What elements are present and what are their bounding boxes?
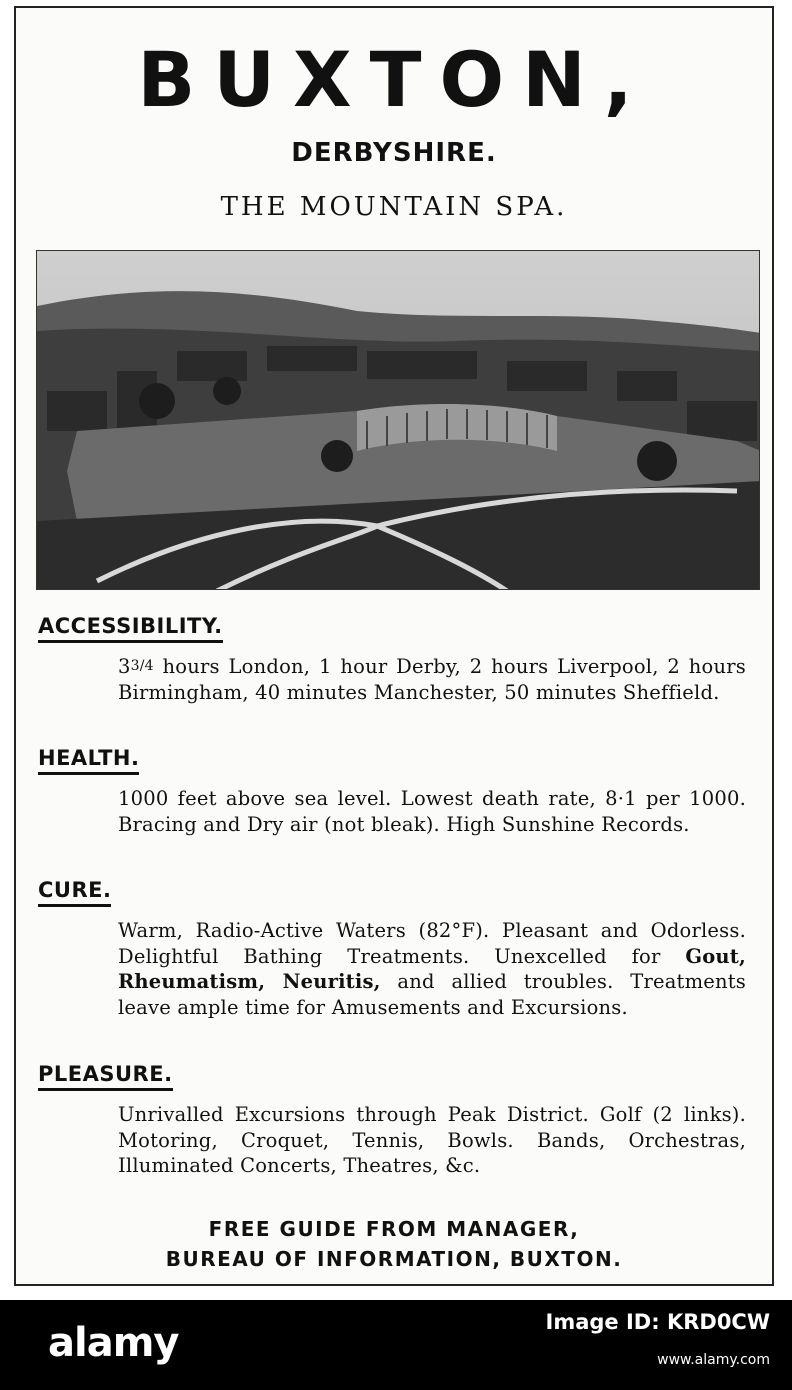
section-text-accessibility: [118, 654, 746, 705]
advertisement: [14, 6, 774, 1286]
fraction: 3/4: [130, 658, 154, 674]
section-heading-accessibility: ACCESSIBILITY.: [38, 614, 223, 643]
town-photograph: [36, 250, 760, 590]
ad-title: BUXTON,: [137, 35, 651, 124]
image-id-label: Image ID: KRD0CW: [545, 1310, 770, 1334]
whole-number: 3: [118, 655, 131, 678]
cure-text-before: Warm, Radio-Active Waters (82°F). Pleasant and Odorless. Delightful Bathing Treatments. Unexcelled for: [118, 919, 746, 968]
footer-line-2: BUREAU OF INFORMATION, BUXTON.: [165, 1247, 623, 1271]
ad-county: DERBYSHIRE.: [291, 138, 497, 168]
alamy-logo: alamy: [48, 1320, 179, 1366]
section-text-pleasure: Unrivalled Excursions through Peak District. Golf (2 links). Motoring, Croquet, Tennis, Bowls. Bands, Orchestras, Illuminated Concerts, Theatres, &c.: [118, 1103, 746, 1177]
section-heading-health: HEALTH.: [38, 746, 139, 775]
ad-tagline: THE MOUNTAIN SPA.: [220, 192, 568, 222]
watermark-bar: [0, 1300, 792, 1390]
cure-ailments: Gout, Rheumatism, Neuritis,: [118, 944, 746, 993]
cure-text-after: and allied troubles. Treatments leave ample time for Amusements and Excursions.: [118, 970, 747, 1019]
town-photograph-illustration: [37, 251, 760, 590]
footer-line-1: FREE GUIDE FROM MANAGER,: [208, 1217, 580, 1241]
section-text-health: 1000 feet above sea level. Lowest death rate, 8·1 per 1000. Bracing and Dry air (not bleak). High Sunshine Records.: [118, 787, 746, 836]
section-heading-pleasure: PLEASURE.: [38, 1062, 173, 1091]
accessibility-text: hours London, 1 hour Derby, 2 hours Liverpool, 2 hours Birmingham, 40 minutes Manchester, 50 minutes Sheffield.: [118, 655, 746, 704]
footer-contact: [16, 1214, 772, 1274]
section-heading-cure: CURE.: [38, 878, 111, 907]
section-text-cure: [118, 918, 746, 1020]
site-url: www.alamy.com: [657, 1352, 770, 1368]
